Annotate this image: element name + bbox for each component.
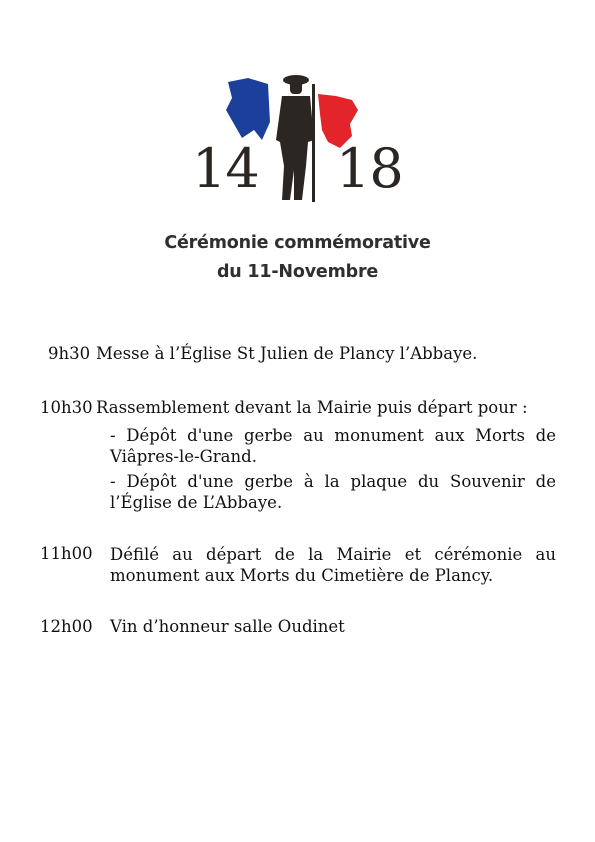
year-start: 14 bbox=[192, 137, 259, 200]
program-subitem: - Dépôt d'une gerbe à la plaque du Souvenir de l’Église de L’Abbaye. bbox=[110, 472, 556, 512]
soldier-silhouette-icon bbox=[276, 75, 315, 202]
program-text: Vin d’honneur salle Oudinet bbox=[110, 617, 345, 636]
program-time: 10h30 bbox=[40, 398, 93, 417]
program-subitem: - Dépôt d'une gerbe au monument aux Morts de Viâpres-le-Grand. bbox=[110, 426, 556, 466]
year-end: 18 bbox=[336, 137, 403, 200]
program-time: 12h00 bbox=[40, 617, 93, 636]
program-text: Messe à l’Église St Julien de Plancy l’Abbaye. bbox=[96, 344, 478, 363]
event-title: Cérémonie commémorative bbox=[164, 233, 431, 253]
flag-blue-shape bbox=[226, 78, 270, 140]
program-text: Défilé au départ de la Mairie et cérémonie au monument aux Morts du Cimetière de Plancy. bbox=[110, 545, 556, 585]
program-time: 11h00 bbox=[40, 544, 93, 563]
event-subtitle: du 11-Novembre bbox=[216, 262, 379, 282]
program-text: Rassemblement devant la Mairie puis départ pour : bbox=[96, 398, 528, 417]
program-time: 9h30 bbox=[48, 344, 91, 363]
